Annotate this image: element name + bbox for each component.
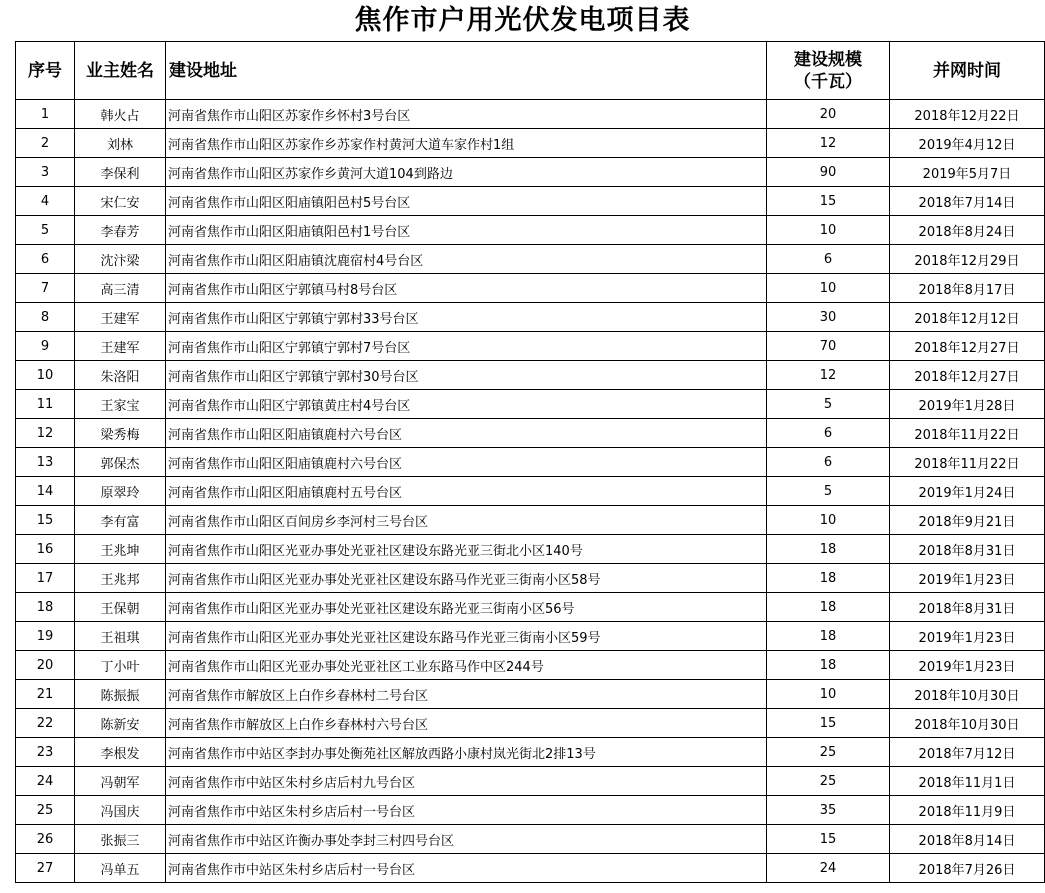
cell-grid-date: 2018年8月31日 xyxy=(890,593,1045,622)
table-row xyxy=(16,245,1045,274)
table-row xyxy=(16,216,1045,245)
cell-owner: 冯单五 xyxy=(75,854,166,883)
table-row xyxy=(16,390,1045,419)
table-row xyxy=(16,796,1045,825)
cell-grid-date: 2018年12月12日 xyxy=(890,303,1045,332)
table-row xyxy=(16,564,1045,593)
cell-address: 河南省焦作市中站区李封办事处衡苑社区解放西路小康村岚光街北2排13号 xyxy=(166,738,767,767)
cell-owner: 陈振振 xyxy=(75,680,166,709)
cell-address: 河南省焦作市山阳区光亚办事处光亚社区建设东路光亚三街南小区56号 xyxy=(166,593,767,622)
cell-address: 河南省焦作市中站区朱村乡店后村一号台区 xyxy=(166,796,767,825)
cell-owner: 李有富 xyxy=(75,506,166,535)
cell-capacity: 18 xyxy=(767,564,890,593)
cell-address: 河南省焦作市山阳区阳庙镇鹿村五号台区 xyxy=(166,477,767,506)
cell-seq: 8 xyxy=(16,303,75,332)
cell-grid-date: 2018年12月29日 xyxy=(890,245,1045,274)
cell-grid-date: 2018年7月14日 xyxy=(890,187,1045,216)
cell-grid-date: 2018年11月22日 xyxy=(890,448,1045,477)
page-title: 焦作市户用光伏发电项目表 xyxy=(354,5,691,36)
cell-grid-date: 2018年8月17日 xyxy=(890,274,1045,303)
cell-grid-date: 2018年10月30日 xyxy=(890,709,1045,738)
cell-capacity: 10 xyxy=(767,680,890,709)
table-row xyxy=(16,129,1045,158)
cell-owner: 沈汴梁 xyxy=(75,245,166,274)
cell-grid-date: 2018年11月22日 xyxy=(890,419,1045,448)
cell-address: 河南省焦作市山阳区宁郭镇马村8号台区 xyxy=(166,274,767,303)
cell-address: 河南省焦作市解放区上白作乡春林村二号台区 xyxy=(166,680,767,709)
cell-owner: 原翠玲 xyxy=(75,477,166,506)
cell-capacity: 12 xyxy=(767,361,890,390)
cell-owner: 张振三 xyxy=(75,825,166,854)
cell-seq: 17 xyxy=(16,564,75,593)
cell-address: 河南省焦作市中站区朱村乡店后村九号台区 xyxy=(166,767,767,796)
table-row xyxy=(16,448,1045,477)
cell-owner: 王保朝 xyxy=(75,593,166,622)
table-row xyxy=(16,477,1045,506)
cell-grid-date: 2018年9月21日 xyxy=(890,506,1045,535)
header-seq: 序号 xyxy=(16,42,75,100)
cell-seq: 4 xyxy=(16,187,75,216)
cell-grid-date: 2018年7月26日 xyxy=(890,854,1045,883)
cell-seq: 22 xyxy=(16,709,75,738)
cell-capacity: 6 xyxy=(767,419,890,448)
cell-grid-date: 2018年8月31日 xyxy=(890,535,1045,564)
cell-capacity: 15 xyxy=(767,825,890,854)
cell-capacity: 18 xyxy=(767,593,890,622)
cell-grid-date: 2018年8月24日 xyxy=(890,216,1045,245)
cell-capacity: 18 xyxy=(767,651,890,680)
cell-owner: 陈新安 xyxy=(75,709,166,738)
cell-capacity: 70 xyxy=(767,332,890,361)
header-address: 建设地址 xyxy=(166,42,767,100)
table-row xyxy=(16,535,1045,564)
cell-capacity: 5 xyxy=(767,477,890,506)
cell-address: 河南省焦作市山阳区光亚办事处光亚社区工业东路马作中区244号 xyxy=(166,651,767,680)
cell-owner: 朱洛阳 xyxy=(75,361,166,390)
cell-seq: 5 xyxy=(16,216,75,245)
cell-grid-date: 2018年8月14日 xyxy=(890,825,1045,854)
cell-seq: 27 xyxy=(16,854,75,883)
cell-capacity: 10 xyxy=(767,216,890,245)
cell-address: 河南省焦作市解放区上白作乡春林村六号台区 xyxy=(166,709,767,738)
cell-grid-date: 2018年12月27日 xyxy=(890,361,1045,390)
cell-capacity: 18 xyxy=(767,535,890,564)
cell-owner: 郭保杰 xyxy=(75,448,166,477)
cell-capacity: 24 xyxy=(767,854,890,883)
cell-owner: 冯朝军 xyxy=(75,767,166,796)
header-row xyxy=(16,42,1045,100)
cell-seq: 3 xyxy=(16,158,75,187)
cell-address: 河南省焦作市中站区许衡办事处李封三村四号台区 xyxy=(166,825,767,854)
cell-capacity: 5 xyxy=(767,390,890,419)
cell-address: 河南省焦作市山阳区阳庙镇阳邑村1号台区 xyxy=(166,216,767,245)
cell-seq: 13 xyxy=(16,448,75,477)
cell-owner: 梁秀梅 xyxy=(75,419,166,448)
cell-address: 河南省焦作市山阳区宁郭镇宁郭村30号台区 xyxy=(166,361,767,390)
cell-address: 河南省焦作市山阳区阳庙镇鹿村六号台区 xyxy=(166,419,767,448)
cell-grid-date: 2018年11月1日 xyxy=(890,767,1045,796)
table-row xyxy=(16,854,1045,883)
header-capacity-label: 建设规模 xyxy=(794,49,862,70)
cell-owner: 丁小叶 xyxy=(75,651,166,680)
cell-seq: 25 xyxy=(16,796,75,825)
table-header xyxy=(16,42,1045,100)
cell-owner: 王建军 xyxy=(75,303,166,332)
header-capacity-unit: （千瓦） xyxy=(794,71,862,92)
cell-capacity: 15 xyxy=(767,709,890,738)
cell-grid-date: 2018年7月12日 xyxy=(890,738,1045,767)
cell-owner: 李根发 xyxy=(75,738,166,767)
cell-grid-date: 2019年4月12日 xyxy=(890,129,1045,158)
cell-owner: 李保利 xyxy=(75,158,166,187)
cell-grid-date: 2018年10月30日 xyxy=(890,680,1045,709)
cell-seq: 21 xyxy=(16,680,75,709)
table-row xyxy=(16,825,1045,854)
cell-grid-date: 2019年1月23日 xyxy=(890,564,1045,593)
cell-address: 河南省焦作市山阳区苏家作乡怀村3号台区 xyxy=(166,100,767,129)
cell-seq: 6 xyxy=(16,245,75,274)
cell-seq: 24 xyxy=(16,767,75,796)
cell-capacity: 15 xyxy=(767,187,890,216)
cell-grid-date: 2018年11月9日 xyxy=(890,796,1045,825)
header-owner: 业主姓名 xyxy=(75,42,166,100)
cell-capacity: 30 xyxy=(767,303,890,332)
table-row xyxy=(16,361,1045,390)
cell-seq: 15 xyxy=(16,506,75,535)
cell-capacity: 12 xyxy=(767,129,890,158)
table-row xyxy=(16,680,1045,709)
cell-owner: 王兆坤 xyxy=(75,535,166,564)
cell-seq: 19 xyxy=(16,622,75,651)
cell-capacity: 35 xyxy=(767,796,890,825)
cell-seq: 10 xyxy=(16,361,75,390)
cell-owner: 王祖琪 xyxy=(75,622,166,651)
cell-owner: 高三清 xyxy=(75,274,166,303)
table-row xyxy=(16,100,1045,129)
cell-capacity: 90 xyxy=(767,158,890,187)
table-row xyxy=(16,767,1045,796)
table-row xyxy=(16,506,1045,535)
header-capacity xyxy=(767,42,890,100)
table-row xyxy=(16,187,1045,216)
cell-seq: 9 xyxy=(16,332,75,361)
table-row xyxy=(16,593,1045,622)
cell-address: 河南省焦作市中站区朱村乡店后村一号台区 xyxy=(166,854,767,883)
cell-address: 河南省焦作市山阳区宁郭镇宁郭村7号台区 xyxy=(166,332,767,361)
cell-grid-date: 2019年1月23日 xyxy=(890,622,1045,651)
cell-owner: 韩火占 xyxy=(75,100,166,129)
cell-capacity: 25 xyxy=(767,738,890,767)
cell-address: 河南省焦作市山阳区光亚办事处光亚社区建设东路马作光亚三街南小区59号 xyxy=(166,622,767,651)
cell-seq: 16 xyxy=(16,535,75,564)
table-row xyxy=(16,158,1045,187)
cell-owner: 冯国庆 xyxy=(75,796,166,825)
cell-address: 河南省焦作市山阳区宁郭镇黄庄村4号台区 xyxy=(166,390,767,419)
cell-owner: 王兆邦 xyxy=(75,564,166,593)
cell-owner: 李春芳 xyxy=(75,216,166,245)
cell-seq: 7 xyxy=(16,274,75,303)
cell-seq: 14 xyxy=(16,477,75,506)
table-row xyxy=(16,651,1045,680)
cell-grid-date: 2018年12月22日 xyxy=(890,100,1045,129)
cell-grid-date: 2019年1月23日 xyxy=(890,651,1045,680)
cell-seq: 23 xyxy=(16,738,75,767)
cell-address: 河南省焦作市山阳区阳庙镇鹿村六号台区 xyxy=(166,448,767,477)
table-row xyxy=(16,709,1045,738)
cell-address: 河南省焦作市山阳区光亚办事处光亚社区建设东路光亚三街北小区140号 xyxy=(166,535,767,564)
cell-seq: 12 xyxy=(16,419,75,448)
cell-address: 河南省焦作市山阳区阳庙镇阳邑村5号台区 xyxy=(166,187,767,216)
cell-owner: 王家宝 xyxy=(75,390,166,419)
cell-address: 河南省焦作市山阳区阳庙镇沈鹿宿村4号台区 xyxy=(166,245,767,274)
cell-grid-date: 2019年1月24日 xyxy=(890,477,1045,506)
cell-capacity: 10 xyxy=(767,274,890,303)
cell-grid-date: 2018年12月27日 xyxy=(890,332,1045,361)
table-row xyxy=(16,738,1045,767)
cell-seq: 18 xyxy=(16,593,75,622)
cell-owner: 宋仁安 xyxy=(75,187,166,216)
cell-owner: 王建军 xyxy=(75,332,166,361)
table-row xyxy=(16,419,1045,448)
cell-grid-date: 2019年1月28日 xyxy=(890,390,1045,419)
cell-capacity: 6 xyxy=(767,448,890,477)
cell-capacity: 25 xyxy=(767,767,890,796)
cell-seq: 2 xyxy=(16,129,75,158)
table-row xyxy=(16,274,1045,303)
cell-address: 河南省焦作市山阳区百间房乡李河村三号台区 xyxy=(166,506,767,535)
cell-capacity: 20 xyxy=(767,100,890,129)
header-grid-date: 并网时间 xyxy=(890,42,1045,100)
table-row xyxy=(16,622,1045,651)
table-row xyxy=(16,332,1045,361)
cell-capacity: 6 xyxy=(767,245,890,274)
cell-grid-date: 2019年5月7日 xyxy=(890,158,1045,187)
cell-capacity: 10 xyxy=(767,506,890,535)
cell-owner: 刘林 xyxy=(75,129,166,158)
cell-seq: 1 xyxy=(16,100,75,129)
cell-seq: 11 xyxy=(16,390,75,419)
table-body xyxy=(16,100,1045,883)
table-row xyxy=(16,303,1045,332)
cell-capacity: 18 xyxy=(767,622,890,651)
cell-seq: 26 xyxy=(16,825,75,854)
cell-address: 河南省焦作市山阳区苏家作乡黄河大道104到路边 xyxy=(166,158,767,187)
cell-seq: 20 xyxy=(16,651,75,680)
project-table xyxy=(15,41,1045,883)
cell-address: 河南省焦作市山阳区光亚办事处光亚社区建设东路马作光亚三街南小区58号 xyxy=(166,564,767,593)
cell-address: 河南省焦作市山阳区宁郭镇宁郭村33号台区 xyxy=(166,303,767,332)
cell-address: 河南省焦作市山阳区苏家作乡苏家作村黄河大道车家作村1组 xyxy=(166,129,767,158)
